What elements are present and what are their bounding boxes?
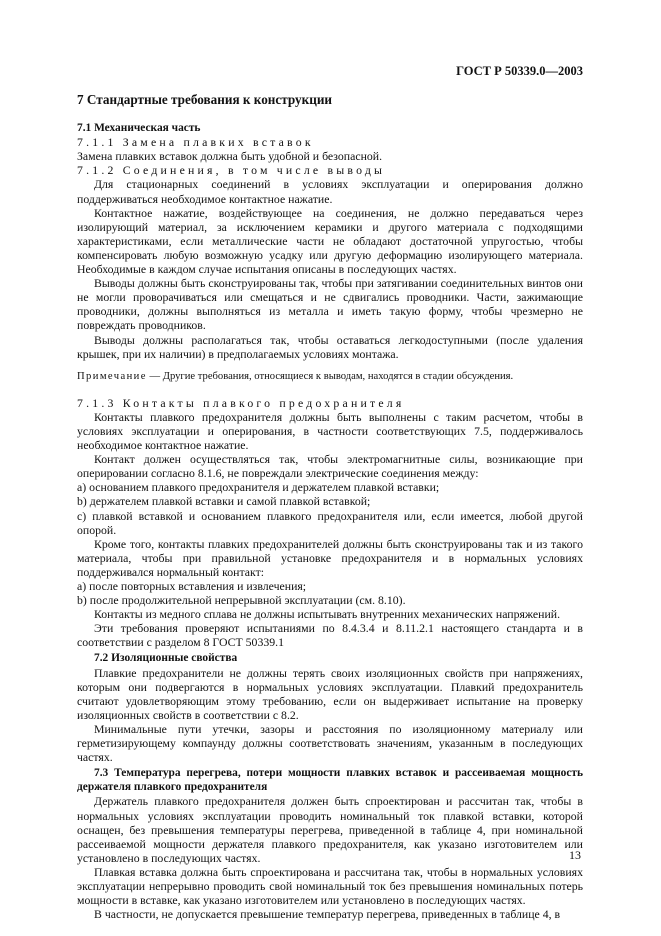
list-item: a) основанием плавкого предохранителя и держателем плавкой вставки; [77, 480, 440, 495]
paragraph: Для стационарных соединений в условиях эксплуатации и оперирования должно поддерживаться необходимое контактное нажатие. [77, 177, 583, 206]
page-number: 13 [569, 848, 581, 862]
subsection-title-7-1: 7.1 Механическая часть [77, 122, 201, 135]
paragraph: Контакты из медного сплава не должны испытывать внутренних механических напряжений. [94, 607, 561, 622]
clause-text-7-1-1: Замена плавких вставок должна быть удобной и безопасной. [77, 149, 383, 164]
list-item: a) после повторных вставления и извлечения; [77, 579, 307, 593]
document-header: ГОСТ Р 50339.0—2003 [456, 64, 583, 78]
paragraph: Контакт должен осуществляться так, чтобы электромагнитные силы, возникающие при оперировании согласно 8.1.6, не повреждали электрические соединения между: [77, 452, 583, 481]
note-label: Примечание [77, 370, 147, 382]
paragraph: Контакты плавкого предохранителя должны быть выполнены с таким расчетом, чтобы в условиях эксплуатации и оперирования, в частности соответствующих 7.5, поддерживалось необходимое контактное нажатие. [77, 409, 583, 453]
page-content [77, 93, 583, 921]
subsection-title-7-2: 7.2 Изоляционные свойства [94, 652, 238, 665]
paragraph: Минимальные пути утечки, зазоры и расстояния по изоляционному материалу или герметизирующему компаунду должны соответствовать значениям, указанным в последующих частях. [77, 721, 583, 765]
note [77, 370, 583, 384]
paragraph: В частности, не допускается превышение температур перегрева, приведенных в таблице 4, в [94, 907, 561, 922]
paragraph: Эти требования проверяют испытаниями по 8.4.3.4 и 8.11.2.1 настоящего стандарта и в соответствии с разделом 8 ГОСТ 50339.1 [77, 621, 583, 650]
clause-heading-7-1-2: 7.1.2 Соединения, в том числе выводы [77, 163, 386, 178]
list-item: b) после продолжительной непрерывной эксплуатации (см. 8.10). [77, 593, 406, 608]
paragraph: Держатель плавкого предохранителя должен быть спроектирован и рассчитан так, чтобы в нормальных условиях эксплуатации проводить номинальный ток плавкой вставки, которой оснащен, без превышения температуры перегрева, приведенной в таблице 4, при номинальной рассеиваемой мощности держателя плавкого предохранителя, как указано изготовителем или установлено в последующих частях. [77, 794, 583, 865]
paragraph: Плавкие предохранители не должны терять своих изоляционных свойств при напряжениях, которым они подвергаются в нормальных условиях эксплуатации. Плавкий предохранитель считают удовлетворяющим этому требованию, если он выдерживает испытание на проверку изоляционных свойств в соответствии с 8.2. [77, 665, 583, 722]
paragraph: Выводы должны быть сконструированы так, чтобы при затягивании соединительных винтов они не могли проворачиваться или смещаться и не сдвигались проводники. Части, зажимающие проводники, должны выполняться из металла и иметь такую форму, чтобы чрезмерно не повреждать проводников. [77, 276, 583, 333]
list-item: b) держателем плавкой вставки и самой плавкой вставкой; [77, 494, 371, 509]
note-text: — Другие требования, относящиеся к выводам, находятся в стадии обсуждения. [146, 370, 514, 382]
subsection-title-7-3: 7.3 Температура перегрева, потери мощности плавких вставок и рассеиваемая мощность держателя плавкого предохранителя [77, 767, 583, 794]
paragraph: Выводы должны располагаться так, чтобы оставаться легкодоступными (после удаления крышек, при их наличии) в предполагаемых условиях монтажа. [77, 332, 583, 361]
paragraph: Контактное нажатие, воздействующее на соединения, не должно передаваться через изолирующий материал, за исключением керамики и другого материала с подходящими характеристиками, если металлические части не обладают достаточной упругостью, чтобы компенсировать любую возможную усадку или другую деформацию изолирующего материала. Необходимые в каждом случае испытания описаны в последующих частях. [77, 205, 583, 277]
clause-heading-7-1-1: 7.1.1 Замена плавких вставок [77, 135, 314, 150]
paragraph: Кроме того, контакты плавких предохранителей должны быть сконструированы так и из такого материала, чтобы при правильной установке предохранителя и в нормальных условиях поддерживался нормальный контакт: [77, 536, 583, 579]
paragraph: Плавкая вставка должна быть спроектирована и рассчитана так, чтобы в нормальных условиях эксплуатации непрерывно проводить свой номинальный ток без превышения номинальных потерь мощности в вставке, как указано изготовителем или установлено в последующих частях. [77, 864, 583, 908]
clause-heading-7-1-3: 7.1.3 Контакты плавкого предохранителя [77, 395, 405, 410]
section-title: 7 Стандартные требования к конструкции [77, 92, 333, 107]
list-item: c) плавкой вставкой и основанием плавкого предохранителя или, если имеется, любой другой опорой. [77, 508, 583, 537]
